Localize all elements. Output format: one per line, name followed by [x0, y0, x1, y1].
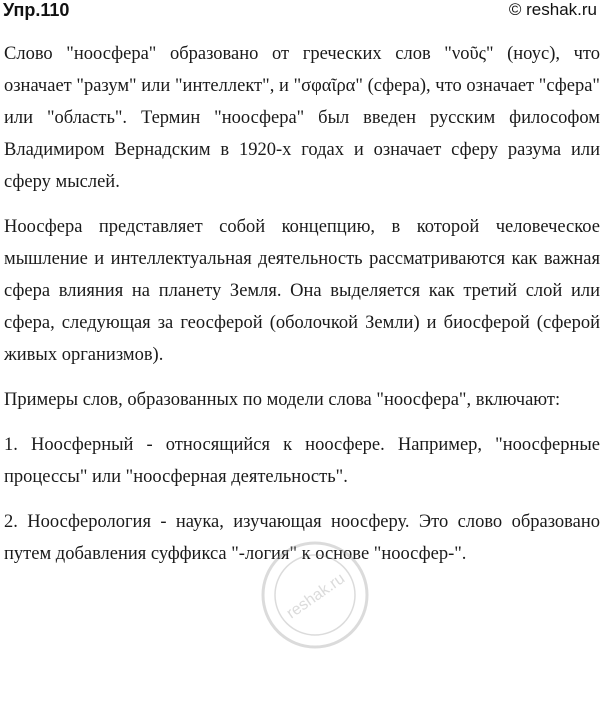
list-item-noosferologiya: 2. Ноосферология - наука, изучающая ноосферу. Это слово образовано путем добавления суффикса "-логия" к основе "ноосфер-".	[4, 512, 600, 564]
page-header	[0, 0, 603, 22]
paragraph-etymology: Слово "ноосфера" образовано от греческих слов "νοῦς" (ноус), что означает "разум" или "интеллект", и "σφαῖρα" (сфера), что означает "сфера" или "область". Термин "ноосфера" был введен русским философом Владимиром Вернадским в 1920-х годах и означает сферу разума или сферу мыслей.	[4, 44, 600, 192]
svg-text:reshak.ru: reshak.ru	[283, 570, 349, 623]
list-item-noosfernyi: 1. Ноосферный - относящийся к ноосфере. Например, "ноосферные процессы" или "ноосферная деятельность".	[4, 435, 600, 487]
exercise-number: Упр.110	[3, 0, 70, 20]
site-copyright[interactable]: © reshak.ru	[508, 0, 597, 19]
document-body	[4, 38, 600, 583]
paragraph-examples-intro: Примеры слов, образованных по модели слова "ноосфера", включают:	[4, 390, 561, 410]
paragraph-concept: Ноосфера представляет собой концепцию, в которой человеческое мышление и интеллектуальная деятельность рассматриваются как важная сфера влияния на планету Земля. Она выделяется как третий слой или сфера, следующая за геосферой (оболочкой Земли) и биосферой (сферой живых организмов).	[4, 217, 600, 365]
